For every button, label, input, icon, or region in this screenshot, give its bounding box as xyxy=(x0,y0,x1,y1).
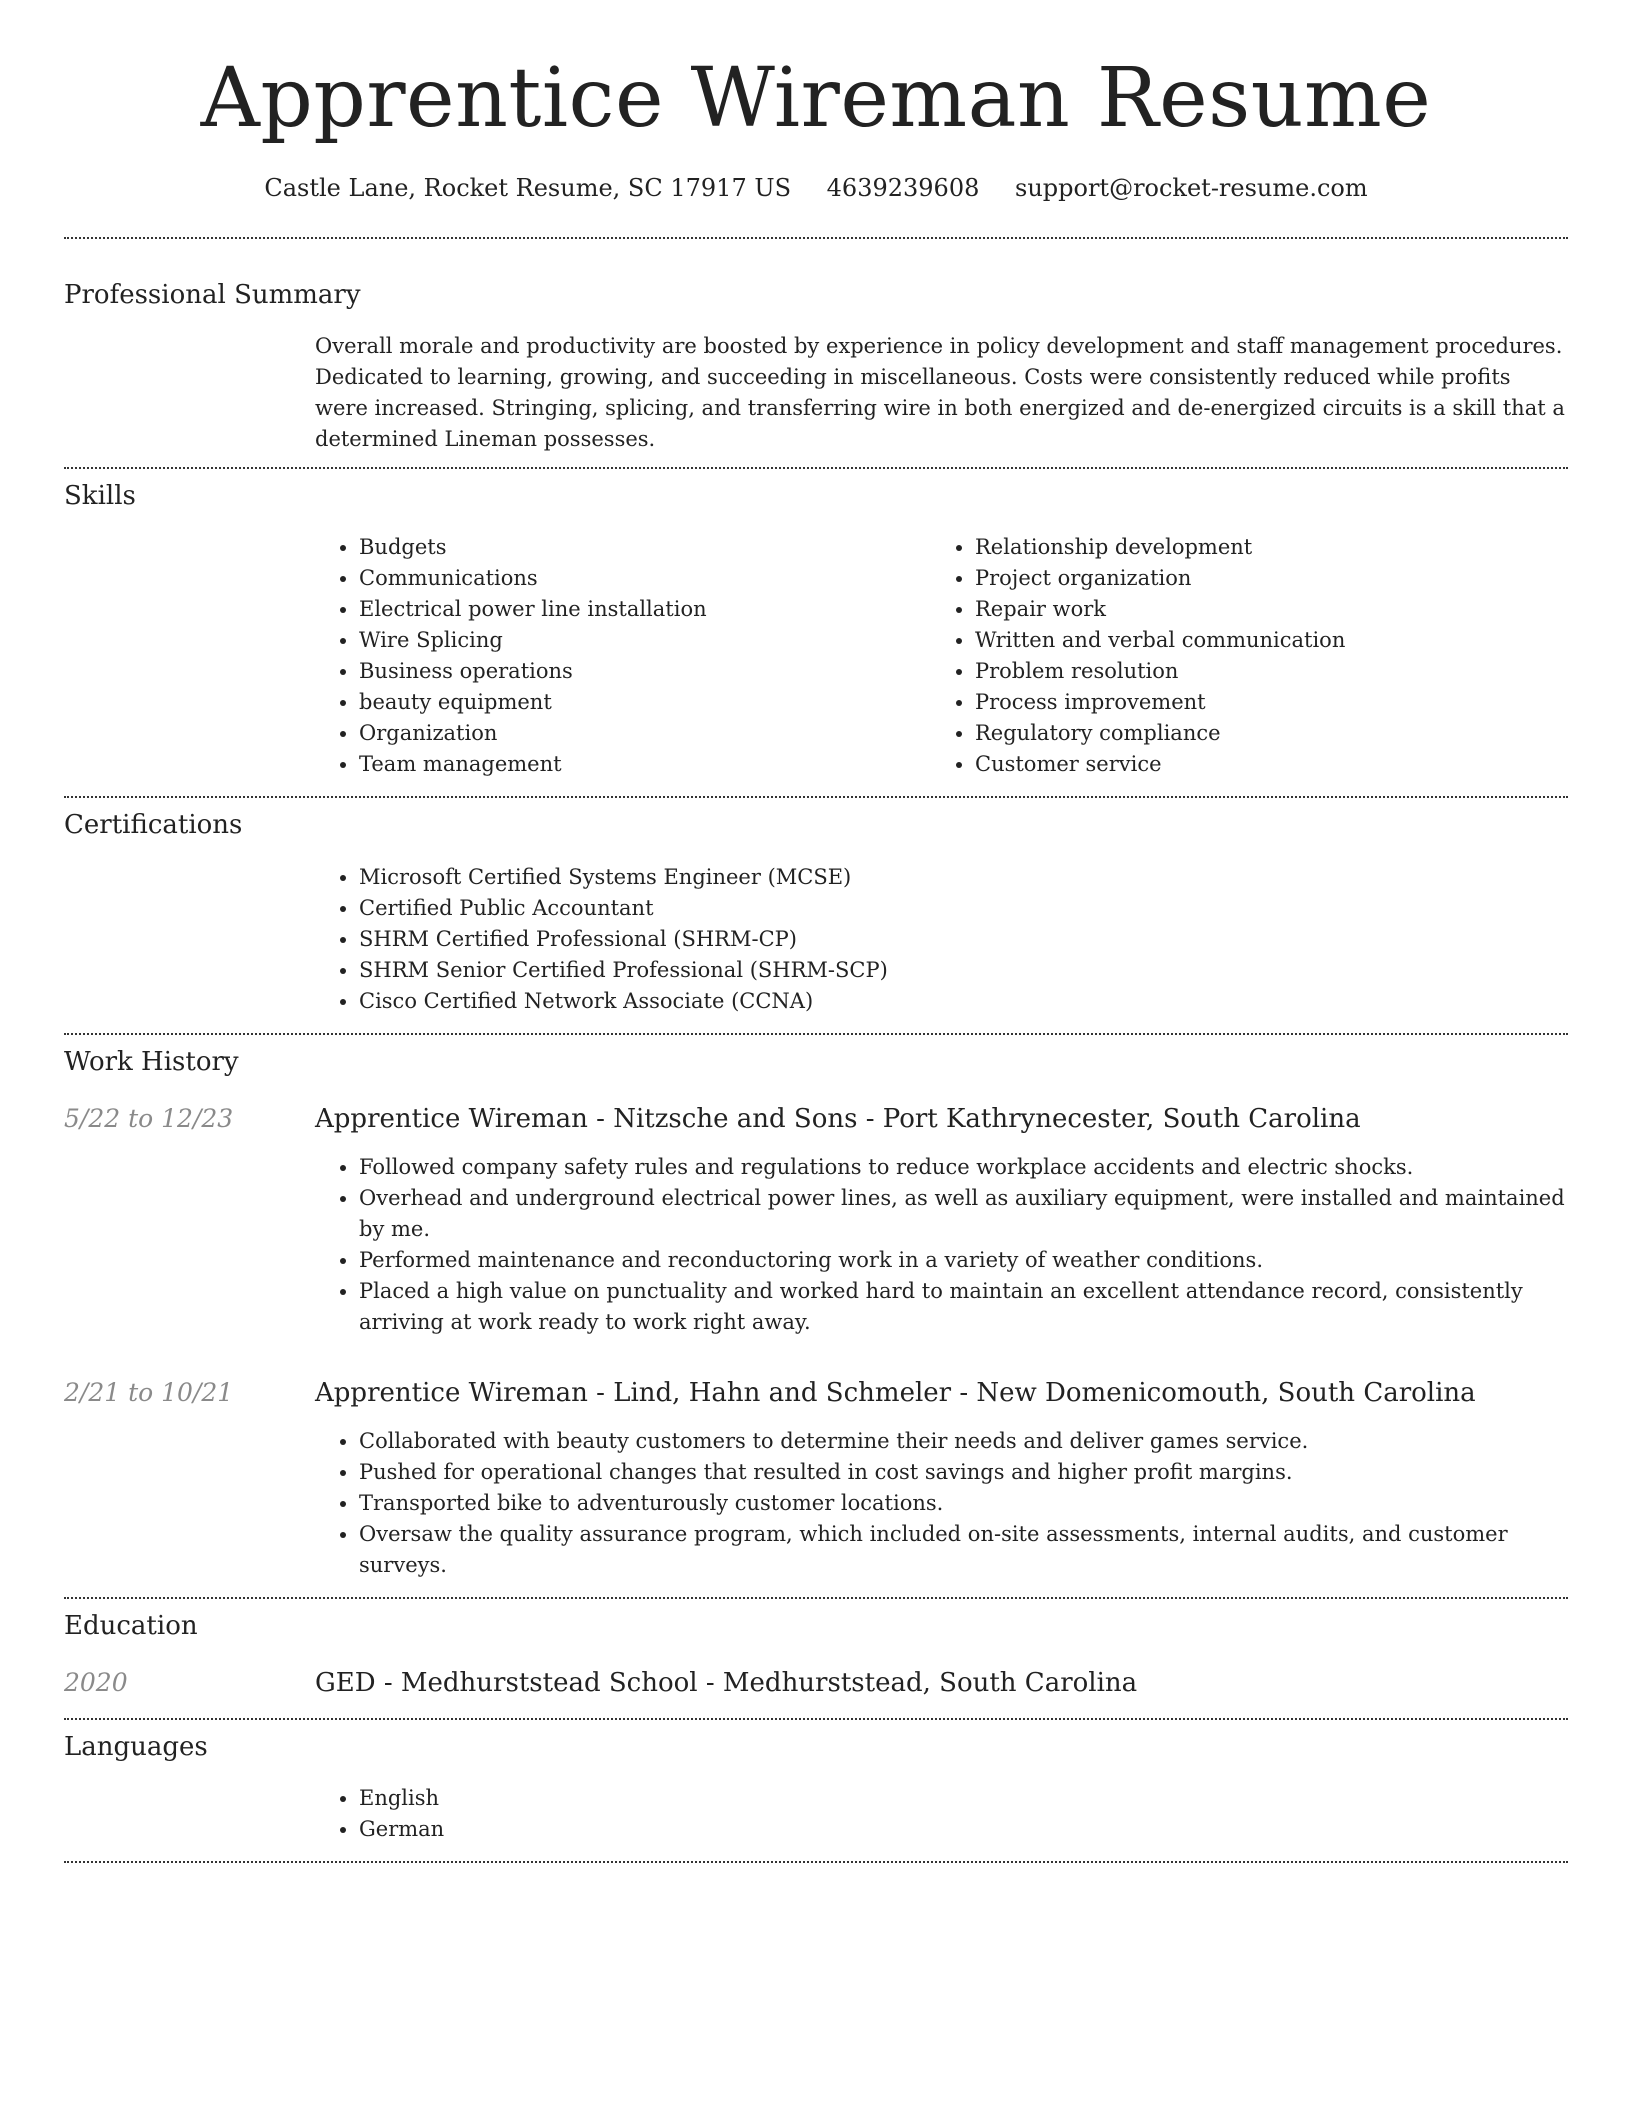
job-header xyxy=(64,1104,1568,1134)
languages-title: Languages xyxy=(64,1731,208,1762)
education-heading: GED - Medhurststead School - Medhurststead, South Carolina xyxy=(315,1667,1138,1698)
education-section xyxy=(64,1611,1568,1698)
skill-item: • Wire Splicing xyxy=(359,625,931,656)
contact-phone: 4639239608 xyxy=(826,174,980,203)
contact-line xyxy=(64,174,1568,203)
education-title: Education xyxy=(64,1610,198,1641)
contact-address: Castle Lane, Rocket Resume, SC 17917 US xyxy=(264,174,792,203)
skill-item: • Written and verbal communication xyxy=(975,625,1547,656)
job-header xyxy=(64,1378,1568,1408)
job-bullets xyxy=(315,1426,1568,1581)
job-heading: Apprentice Wireman - Lind, Hahn and Schmeler - New Domenicomouth, South Carolina xyxy=(315,1377,1476,1408)
divider xyxy=(64,467,1568,469)
language-item: • English xyxy=(359,1783,1568,1814)
certification-item: • Cisco Certified Network Associate (CCNA) xyxy=(359,986,1568,1017)
skills-columns xyxy=(315,532,1568,780)
job-bullet: • Oversaw the quality assurance program, which included on-site assessments, internal audits, and customer surveys. xyxy=(359,1519,1568,1581)
skill-item: • Electrical power line installation xyxy=(359,594,931,625)
job-bullets-wrap xyxy=(315,1152,1568,1338)
summary-section xyxy=(64,280,1568,455)
job-bullet: • Followed company safety rules and regulations to reduce workplace accidents and electric shocks. xyxy=(359,1152,1568,1183)
job-bullet: • Placed a high value on punctuality and worked hard to maintain an excellent attendance record, consistently arriving at work ready to work right away. xyxy=(359,1276,1568,1338)
job-entry xyxy=(64,1104,1568,1338)
skill-item: • Customer service xyxy=(975,749,1547,780)
languages-section xyxy=(64,1732,1568,1845)
summary-text: Overall morale and productivity are boosted by experience in policy development and staff management procedures. Dedicated to learning, growing, and succeeding in miscellaneous. Costs were consistently reduced while profits were increased. Stringing, splicing, and transferring wire in both energized and de-energized circuits is a skill that a determined Lineman possesses. xyxy=(315,334,1565,452)
divider xyxy=(64,1033,1568,1035)
certification-item: • SHRM Certified Professional (SHRM-CP) xyxy=(359,924,1568,955)
contact-email: support@rocket-resume.com xyxy=(1015,174,1368,203)
skill-item: • beauty equipment xyxy=(359,687,931,718)
skills-list-left xyxy=(315,532,931,780)
job-entry xyxy=(64,1378,1568,1581)
skill-item: • Communications xyxy=(359,563,931,594)
certification-item: • SHRM Senior Certified Professional (SHRM-SCP) xyxy=(359,955,1568,986)
skill-item: • Process improvement xyxy=(975,687,1547,718)
skills-section xyxy=(64,481,1568,780)
job-bullets-wrap xyxy=(315,1426,1568,1581)
divider xyxy=(64,237,1568,239)
skill-item: • Problem resolution xyxy=(975,656,1547,687)
work-title: Work History xyxy=(64,1046,239,1077)
skills-title: Skills xyxy=(64,481,136,512)
skill-item: • Organization xyxy=(359,718,931,749)
certifications-title: Certifications xyxy=(64,810,243,841)
job-bullet: • Transported bike to adventurously customer locations. xyxy=(359,1488,1568,1519)
job-dates: 2/21 to 10/21 xyxy=(64,1377,234,1407)
skill-item: • Project organization xyxy=(975,563,1547,594)
education-entry xyxy=(64,1668,1568,1698)
work-section xyxy=(64,1047,1568,1581)
languages-wrap xyxy=(315,1783,1568,1845)
skill-item: • Repair work xyxy=(975,594,1547,625)
job-bullet: • Pushed for operational changes that resulted in cost savings and higher profit margins. xyxy=(359,1457,1568,1488)
job-bullet: • Performed maintenance and reconductoring work in a variety of weather conditions. xyxy=(359,1245,1568,1276)
skills-column-right xyxy=(931,532,1547,780)
education-year: 2020 xyxy=(64,1667,128,1697)
resume-title: Apprentice Wireman Resume xyxy=(200,51,1432,146)
skill-item: • Business operations xyxy=(359,656,931,687)
divider xyxy=(64,1597,1568,1599)
certification-item: • Microsoft Certified Systems Engineer (MCSE) xyxy=(359,862,1568,893)
job-heading: Apprentice Wireman - Nitzsche and Sons - Port Kathrynecester, South Carolina xyxy=(315,1103,1361,1134)
skill-item: • Relationship development xyxy=(975,532,1547,563)
certifications-wrap xyxy=(315,862,1568,1017)
divider xyxy=(64,1718,1568,1720)
certifications-list xyxy=(315,862,1568,1017)
certification-item: • Certified Public Accountant xyxy=(359,893,1568,924)
resume-page xyxy=(64,0,1568,1863)
certifications-section xyxy=(64,810,1568,1016)
languages-list xyxy=(315,1783,1568,1845)
skill-item: • Budgets xyxy=(359,532,931,563)
skills-column-left xyxy=(315,532,931,780)
skill-item: • Regulatory compliance xyxy=(975,718,1547,749)
summary-title: Professional Summary xyxy=(64,279,361,310)
job-bullet: • Collaborated with beauty customers to determine their needs and deliver games service. xyxy=(359,1426,1568,1457)
job-bullet: • Overhead and underground electrical power lines, as well as auxiliary equipment, were installed and maintained by me. xyxy=(359,1183,1568,1245)
divider xyxy=(64,796,1568,798)
job-bullets xyxy=(315,1152,1568,1338)
job-dates: 5/22 to 12/23 xyxy=(64,1103,234,1133)
divider xyxy=(64,1861,1568,1863)
skill-item: • Team management xyxy=(359,749,931,780)
language-item: • German xyxy=(359,1814,1568,1845)
skills-list-right xyxy=(931,532,1547,780)
